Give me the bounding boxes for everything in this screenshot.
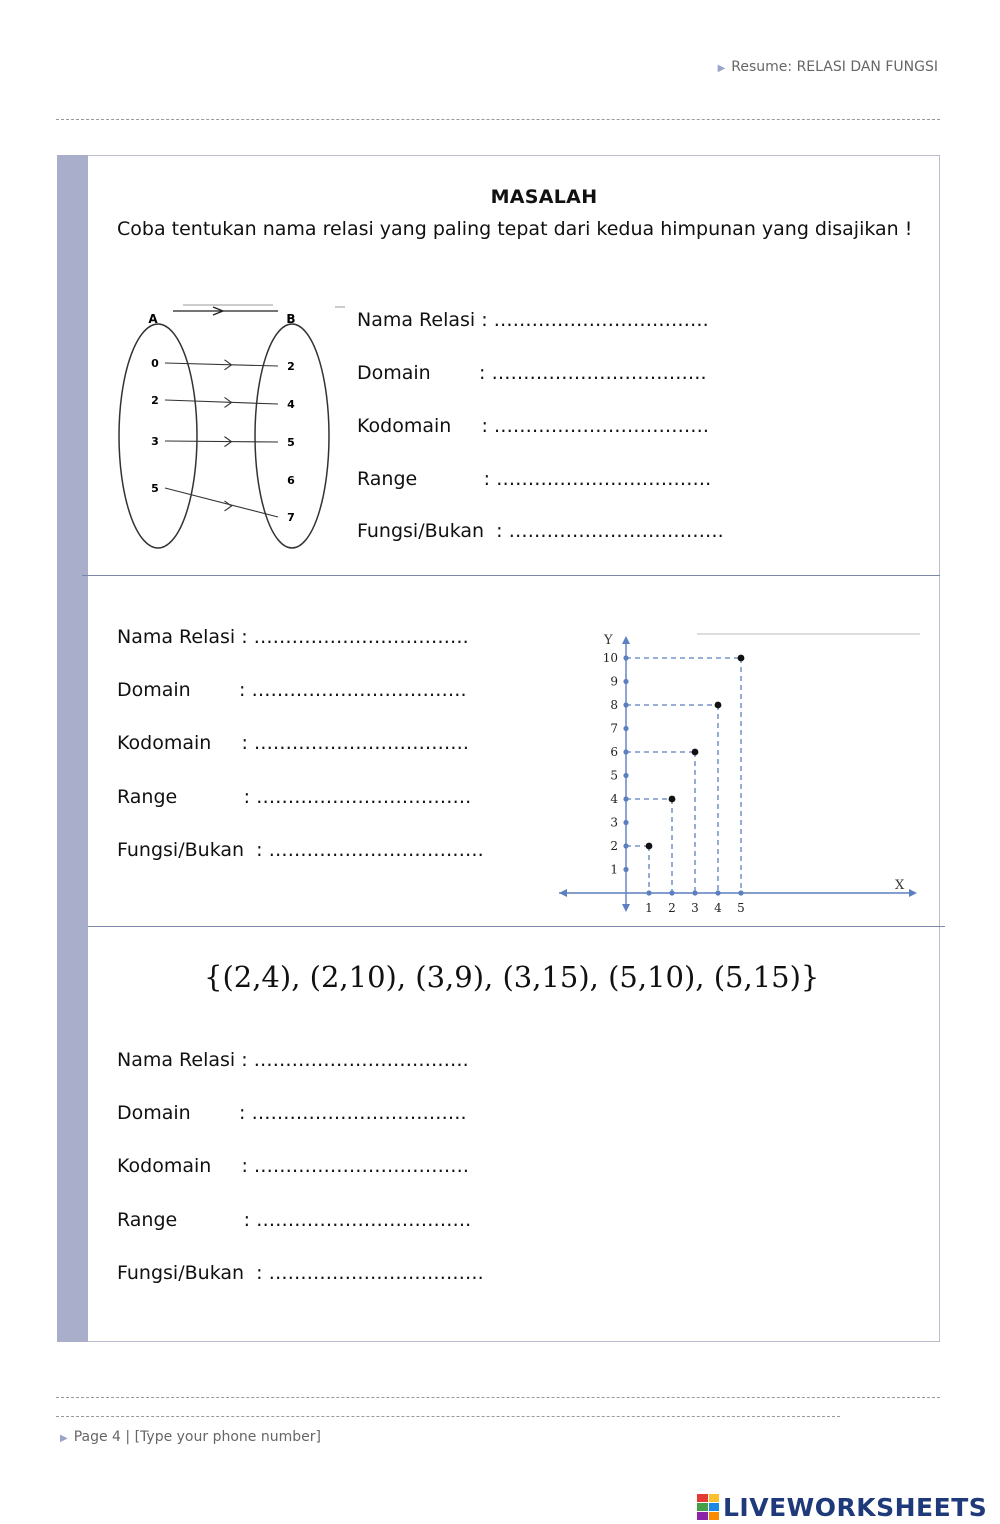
x-tick-label: 3 [691, 901, 699, 915]
answer-field-domain[interactable]: Domain : ……………………………. [117, 1102, 467, 1124]
x-tick-label: 5 [737, 901, 745, 915]
set-a-element: 3 [151, 435, 159, 448]
y-tick-label: 5 [610, 768, 618, 783]
y-tick-label: 3 [610, 815, 618, 830]
relation-arrowhead [225, 501, 232, 511]
answer-field-domain[interactable]: Domain : ……………………………. [357, 362, 707, 384]
set-b-element: 5 [287, 436, 295, 449]
answer-field-fungsi-bukan[interactable]: Fungsi/Bukan : ……………………………. [117, 839, 484, 861]
triangle-bullet-icon: ▶ [60, 1433, 68, 1444]
footer-divider [56, 1397, 940, 1398]
answer-field-kodomain[interactable]: Kodomain : ……………………………. [117, 732, 469, 754]
relation-arrow [165, 400, 278, 404]
page-header [718, 59, 938, 75]
answer-field-nama-relasi[interactable]: Nama Relasi : ……………………………. [357, 309, 709, 331]
answer-field-range[interactable]: Range : ……………………………. [117, 786, 472, 808]
set-b-element: 2 [287, 360, 295, 373]
y-tick-label: 7 [610, 721, 618, 736]
problem-title: MASALAH [490, 186, 598, 208]
x-axis-label: X [895, 878, 905, 893]
relation-arrow [165, 488, 278, 517]
page-footer [60, 1429, 321, 1445]
answer-field-domain[interactable]: Domain : ……………………………. [117, 679, 467, 701]
answer-field-kodomain[interactable]: Kodomain : ……………………………. [117, 1155, 469, 1177]
x-axis-arrowhead [909, 889, 917, 897]
set-b-element: 6 [287, 474, 295, 487]
ordered-pairs-set: {(2,4), (2,10), (3,9), (3,15), (5,10), (5,15)} [204, 960, 820, 994]
problem-instruction: Coba tentukan nama relasi yang paling tepat dari kedua himpunan yang disajikan ! [117, 218, 913, 240]
y-tick-label: 10 [602, 651, 618, 665]
answer-field-range[interactable]: Range : ……………………………. [117, 1209, 472, 1231]
section-divider-2 [88, 926, 945, 927]
logo-tile [697, 1512, 708, 1520]
logo-tile [709, 1512, 720, 1520]
set-a-element: 0 [151, 357, 159, 370]
y-tick-dot [623, 679, 628, 684]
arrow-diagram [113, 303, 346, 555]
x-axis-left-arrowhead [559, 889, 567, 897]
set-a-element: 5 [151, 482, 159, 495]
answer-field-kodomain[interactable]: Kodomain : ……………………………. [357, 415, 709, 437]
logo-tile [709, 1494, 720, 1502]
coordinate-chart [555, 628, 925, 920]
header-title: Resume: RELASI DAN FUNGSI [731, 59, 938, 75]
answer-field-nama-relasi[interactable]: Nama Relasi : ……………………………. [117, 626, 469, 648]
y-axis-bottom-arrowhead [622, 904, 630, 912]
y-tick-label: 1 [610, 862, 618, 877]
data-point [646, 843, 653, 850]
footer-page-info: Page 4 | [Type your phone number] [73, 1429, 321, 1445]
data-point [692, 749, 699, 756]
logo-tile [697, 1494, 708, 1502]
footer-divider-short [56, 1416, 840, 1417]
relation-arrow [165, 441, 278, 442]
answer-field-fungsi-bukan[interactable]: Fungsi/Bukan : ……………………………. [117, 1262, 484, 1284]
y-tick-dot [623, 820, 628, 825]
liveworksheets-logo-icon [697, 1494, 719, 1520]
triangle-bullet-icon: ▶ [717, 63, 726, 74]
set-b-element: 7 [287, 511, 295, 524]
data-point [715, 702, 722, 709]
left-accent-bar [57, 155, 88, 1342]
x-tick-label: 2 [668, 901, 676, 915]
y-tick-label: 4 [610, 792, 618, 806]
data-point [738, 655, 745, 662]
x-tick-label: 4 [714, 901, 722, 915]
logo-tile [709, 1503, 720, 1511]
logo-tile [697, 1503, 708, 1511]
y-tick-label: 8 [610, 698, 618, 712]
y-tick-dot [623, 726, 628, 731]
set-b-label: B [286, 312, 296, 326]
y-axis-arrowhead [622, 636, 630, 644]
y-axis-label: Y [604, 633, 613, 648]
x-tick-label: 1 [645, 901, 653, 915]
set-a-element: 2 [151, 394, 159, 407]
answer-field-nama-relasi[interactable]: Nama Relasi : ……………………………. [117, 1049, 469, 1071]
set-b-element: 4 [287, 398, 295, 411]
y-tick-dot [623, 773, 628, 778]
relation-arrow [165, 363, 278, 366]
y-tick-label: 6 [610, 745, 618, 759]
y-tick-label: 9 [610, 674, 618, 689]
brand-name: LIVEWORKSHEETS [723, 1492, 988, 1522]
section-divider-1 [82, 575, 940, 576]
y-tick-label: 2 [610, 839, 618, 853]
liveworksheets-brand[interactable] [697, 1490, 987, 1524]
y-tick-dot [623, 867, 628, 872]
answer-field-range[interactable]: Range : ……………………………. [357, 468, 712, 490]
header-divider [56, 119, 940, 120]
set-a-label: A [148, 312, 158, 326]
answer-field-fungsi-bukan[interactable]: Fungsi/Bukan : ……………………………. [357, 520, 724, 542]
data-point [669, 796, 676, 803]
